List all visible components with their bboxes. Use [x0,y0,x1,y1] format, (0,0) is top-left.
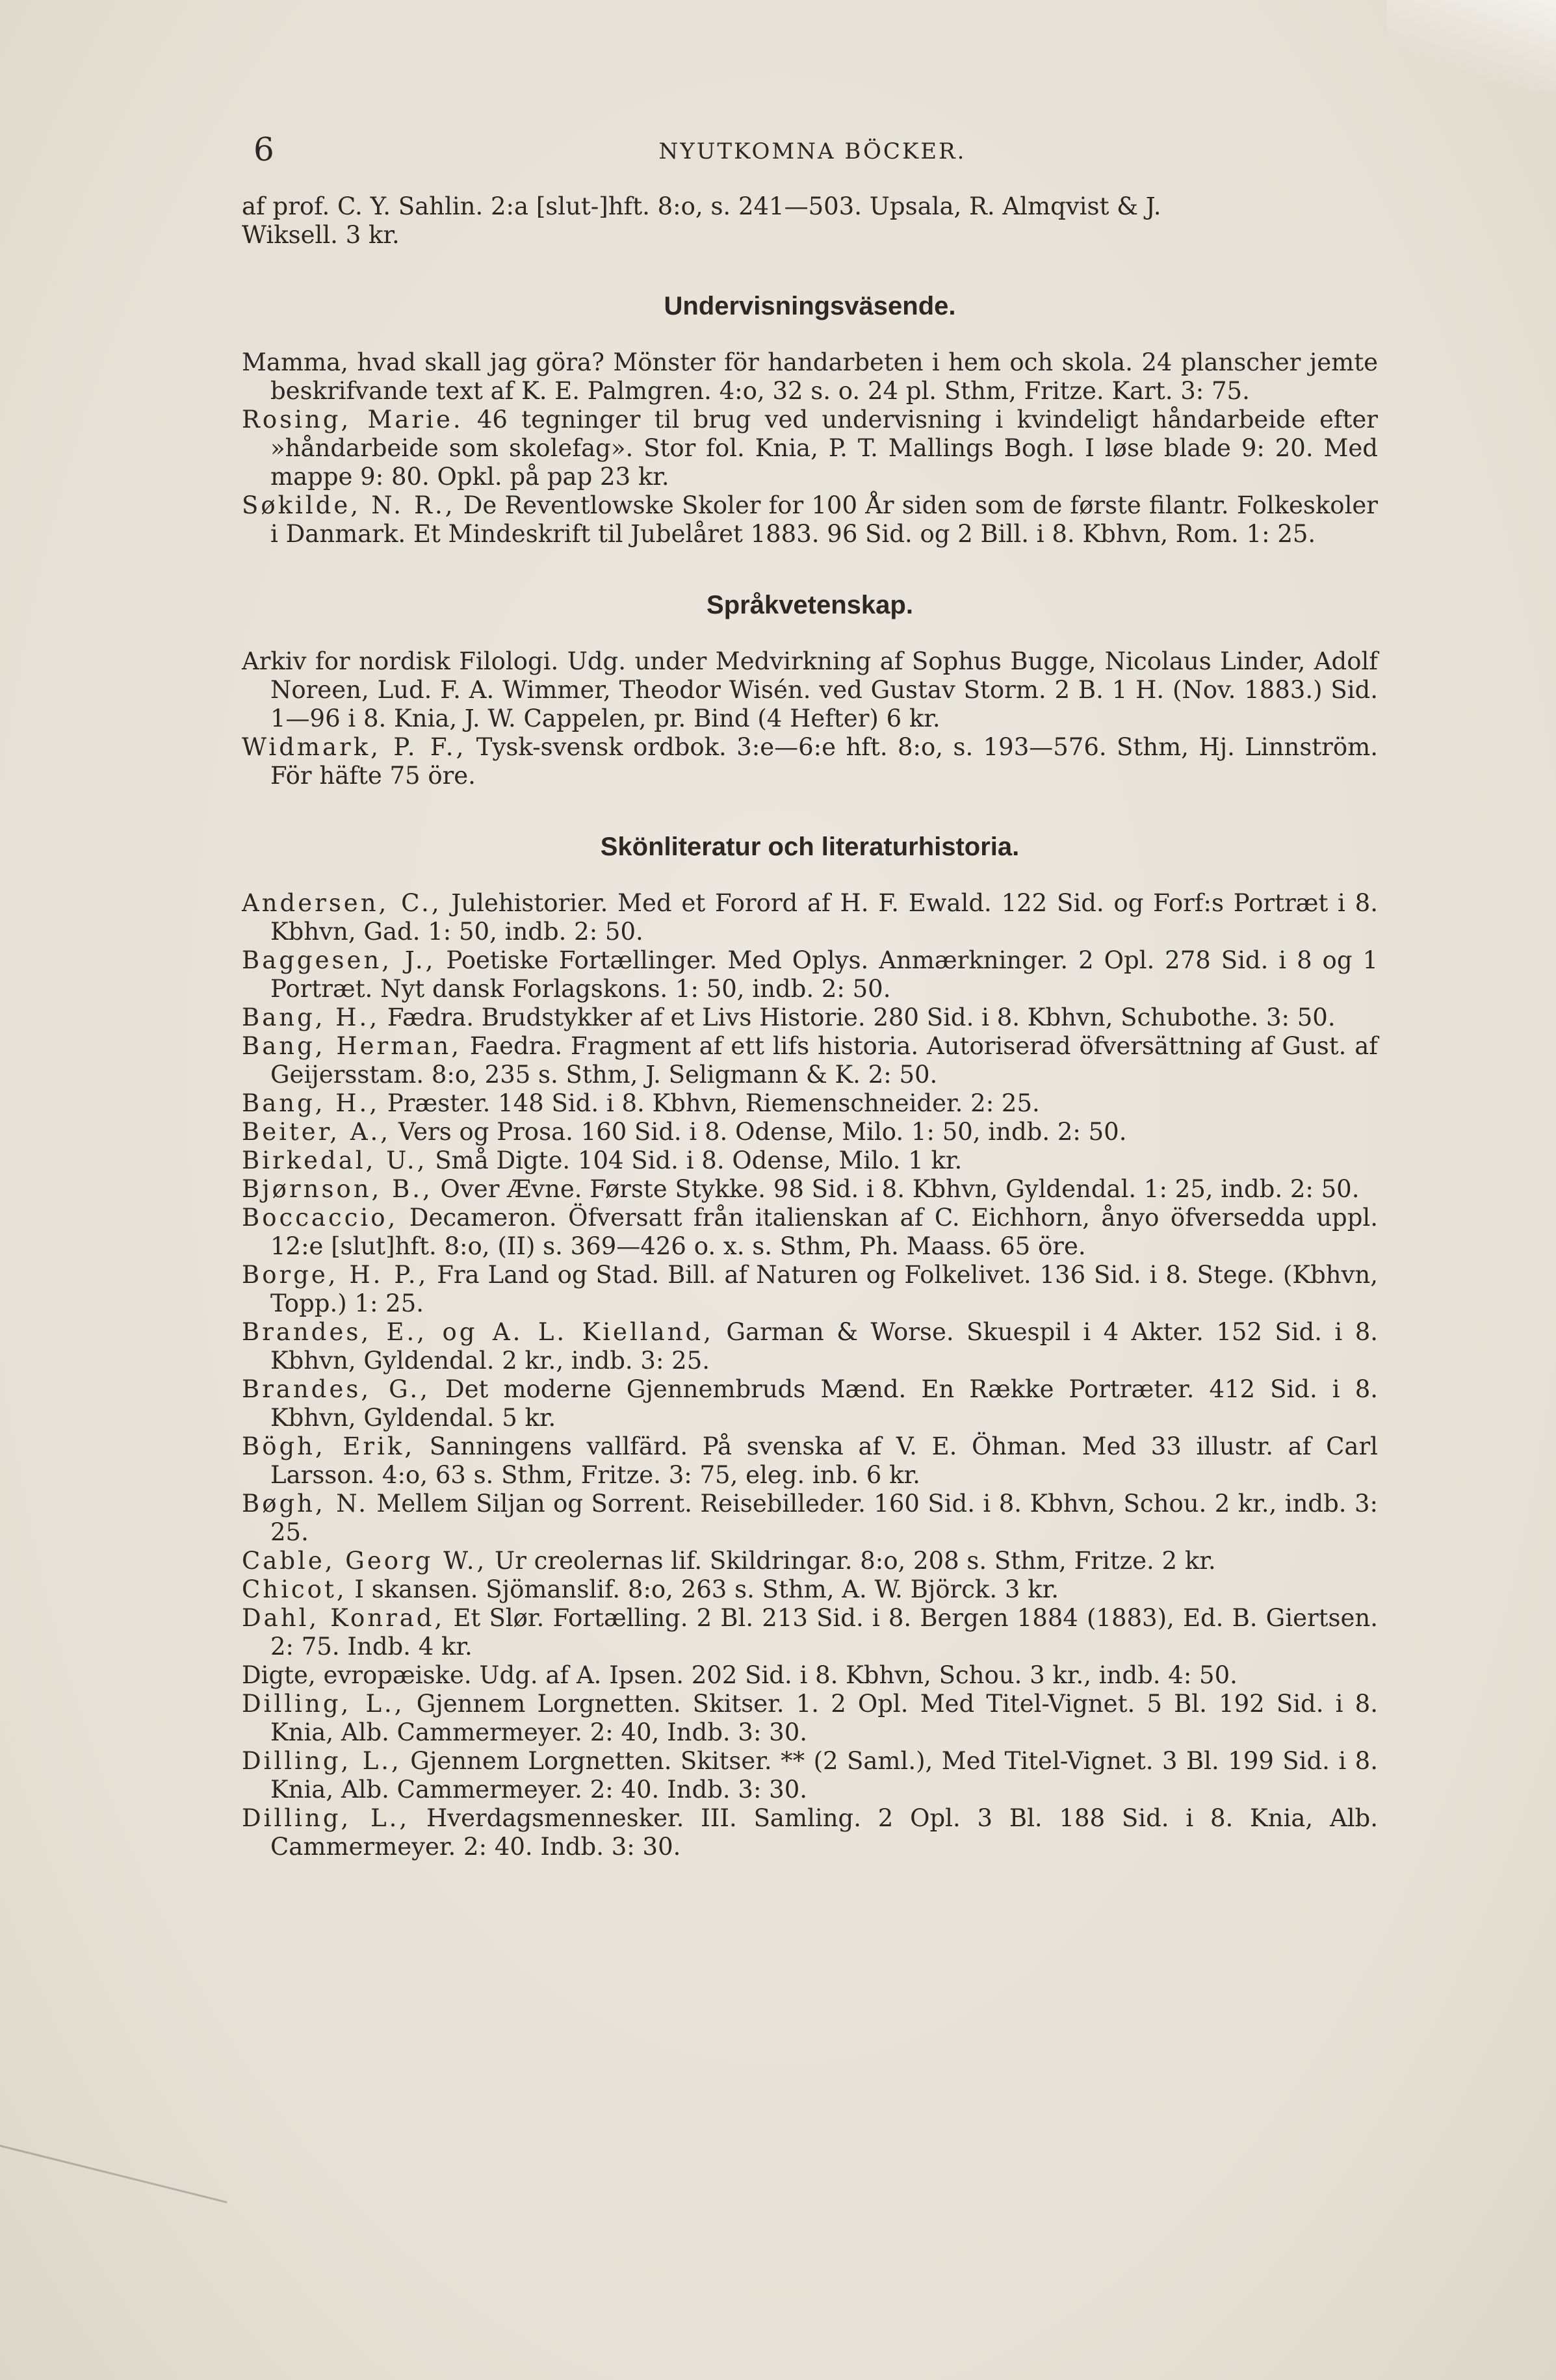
entry-author: Andersen, C., [242,889,442,917]
catalog-entry [242,733,1378,790]
entry-author: Bang, H., [242,1003,380,1031]
entry-text: Sanningens vallfärd. På svenska af V. E. Öhman. Med 33 illustr. af Carl Larsson. 4:o, 63 s. Sthm, Fritze. 3: 75, eleg. inb. 6 kr. [270,1432,1378,1489]
entry-text: Julehistorier. Med et Forord af H. F. Ewald. 122 Sid. og Forf:s Portræt i 8. Kbhvn, Gad. 1: 50, indb. 2: 50. [270,889,1378,946]
catalog-entry [242,647,1378,733]
entry-text: Arkiv for nordisk Filologi. Udg. under Medvirkning af Sophus Bugge, Nicolaus Linder, Adolf Noreen, Lud. F. A. Wimmer, Theodor Wisén. ved Gustav Storm. 2 B. 1 H. (Nov. 1883.) Sid. 1—96 i 8. Knia, J. W. Cappelen, pr. Bind (4 Hefter) 6 kr. [242,647,1378,732]
entry-text: Garman & Worse. Skuespil i 4 Akter. 152 Sid. i 8. Kbhvn, Gyldendal. 2 kr., indb. 3: 25. [270,1318,1378,1375]
entry-text: Poetiske Fortællinger. Med Oplys. Anmærkninger. 2 Opl. 278 Sid. i 8 og 1 Portræt. Nyt dansk Forlagskons. 1: 50, indb. 2: 50. [270,946,1378,1003]
catalog-entry [242,1547,1378,1575]
catalog-entry [242,1175,1378,1204]
entry-author: Brandes, E., og A. L. Kielland, [242,1318,714,1346]
catalog-entry [242,406,1378,491]
entry-text: Præster. 148 Sid. i 8. Kbhvn, Riemenschneider. 2: 25. [380,1089,1040,1117]
entry-text: Fra Land og Stad. Bill. af Naturen og Folkelivet. 136 Sid. i 8. Stege. (Kbhvn, Topp.) 1: 25. [270,1261,1378,1317]
entry-text: De Reventlowske Skoler for 100 År siden som de første filantr. Folkeskoler i Danmark. Et Mindeskrift til Jubelåret 1883. 96 Sid. og 2 Bill. i 8. Kbhvn, Rom. 1: 25. [270,491,1378,548]
catalog-entry [242,1604,1378,1661]
catalog-entry [242,1032,1378,1089]
catalog-entry [242,1661,1378,1690]
entry-author: Birkedal, U., [242,1146,428,1174]
entry-author: Baggesen, J., [242,946,436,974]
entry-author: Dilling, L., [242,1804,410,1832]
entry-text: Gjennem Lorgnetten. Skitser. 1. 2 Opl. Med Titel-Vignet. 5 Bl. 192 Sid. i 8. Knia, Alb. Cammermeyer. 2: 40, Indb. 3: 30. [270,1690,1378,1746]
intro-line-2: Wiksell. 3 kr. [242,221,400,249]
catalog-entry [242,1003,1378,1032]
entry-author: Bang, Herman, [242,1032,461,1060]
sections-container [242,290,1378,1861]
entry-author: Boccaccio, [242,1204,398,1232]
entry-author: Borge, H. P., [242,1261,429,1289]
entry-text: Gjennem Lorgnetten. Skitser. ** (2 Saml.), Med Titel-Vignet. 3 Bl. 199 Sid. i 8. Knia, Alb. Cammermeyer. 2: 40. Indb. 3: 30. [270,1747,1378,1804]
catalog-entry [242,1318,1378,1375]
entry-text: Digte, evropæiske. Udg. af A. Ipsen. 202 Sid. i 8. Kbhvn, Schou. 3 kr., indb. 4: 50. [242,1661,1238,1689]
page-header [253,130,1371,169]
entry-author: Dahl, Konrad, [242,1604,445,1632]
catalog-entry [242,889,1378,946]
page-edge-mark [0,2145,227,2241]
intro-line-1: af prof. C. Y. Sahlin. 2:a [slut-]hft. 8:o, s. 241—503. Upsala, R. Almqvist & J. [242,192,1161,220]
entry-text: Vers og Prosa. 160 Sid. i 8. Odense, Milo. 1: 50, indb. 2: 50. [391,1118,1127,1146]
entry-text: Mellem Siljan og Sorrent. Reisebilleder. 160 Sid. i 8. Kbhvn, Schou. 2 kr., indb. 3: 25. [270,1490,1378,1546]
entry-author: Bögh, Erik, [242,1432,415,1460]
page-number: 6 [253,131,274,168]
entry-author: Søkilde, N. R., [242,491,456,519]
entry-author: Chicot, [242,1575,347,1603]
catalog-entry [242,1490,1378,1547]
entry-author: Bøgh, N. [242,1490,369,1518]
catalog-entry [242,1432,1378,1490]
catalog-entry [242,1747,1378,1804]
entry-text: Tysk-svensk ordbok. 3:e—6:e hft. 8:o, s. 193—576. Sthm, Hj. Linnström. För häfte 75 öre. [270,733,1378,790]
section-heading: Språkvetenskap. [707,591,913,619]
catalog-entry [242,1146,1378,1175]
entry-text: Ur creolernas lif. Skildringar. 8:o, 208 s. Sthm, Fritze. 2 kr. [487,1547,1216,1575]
entry-text: Et Slør. Fortælling. 2 Bl. 213 Sid. i 8. Bergen 1884 (1883), Ed. B. Giertsen. 2: 75. Indb. 4 kr. [270,1604,1379,1661]
catalog-entry [242,946,1378,1003]
section-heading: Skönliteratur och literaturhistoria. [600,833,1020,861]
entry-author: Widmark, P. F., [242,733,467,761]
entry-text: Små Digte. 104 Sid. i 8. Odense, Milo. 1 kr. [427,1146,963,1174]
catalog-entry [242,348,1378,406]
entry-text: Over Ævne. Første Stykke. 98 Sid. i 8. Kbhvn, Gyldendal. 1: 25, indb. 2: 50. [432,1175,1360,1203]
catalog-content [242,192,1378,1861]
entry-text: Faedra. Fragment af ett lifs historia. Autoriserad öfversättning af Gust. af Geijersstam. 8:o, 235 s. Sthm, J. Seligmann & K. 2: 50. [270,1032,1378,1089]
running-title: NYUTKOMNA BÖCKER. [658,138,966,164]
entry-author: Dilling, L., [242,1690,405,1718]
intro-entry [242,192,1378,250]
catalog-entry [242,1089,1378,1118]
entry-author: Bjørnson, B., [242,1175,433,1203]
section-heading: Undervisningsväsende. [664,292,956,320]
catalog-entry [242,1204,1378,1261]
entry-author: Brandes, G., [242,1375,430,1403]
entry-text: 46 tegninger til brug ved undervisning i kvindeligt håndarbeide efter »håndarbeide som skolefag». Stor fol. Knia, P. T. Mallings Bogh. I løse blade 9: 20. Med mappe 9: 80. Opkl. på pap 23 kr. [270,406,1378,491]
catalog-entry [242,1118,1378,1146]
catalog-entry [242,1575,1378,1604]
catalog-entry [242,1690,1378,1747]
catalog-entry [242,1804,1378,1861]
entry-author: Beiter, A., [242,1118,391,1146]
entry-text: Det moderne Gjennembruds Mænd. En Række Portræter. 412 Sid. i 8. Kbhvn, Gyldendal. 5 kr. [270,1375,1378,1432]
page-corner-curl [1387,0,1556,91]
entry-text: I skansen. Sjömanslif. 8:o, 263 s. Sthm, A. W. Björck. 3 kr. [346,1575,1059,1603]
entry-author: Cable, Georg W., [242,1547,487,1575]
catalog-entry [242,491,1378,549]
catalog-entry [242,1261,1378,1318]
entry-author: Rosing, Marie. [242,406,463,433]
entry-author: Dilling, L., [242,1747,402,1775]
entry-text: Decameron. Öfversatt från italienskan af C. Eichhorn, ånyo öfversedda uppl. 12:e [slut]hft. 8:o, (II) s. 369—426 o. x. s. Sthm, Ph. Maass. 65 öre. [270,1204,1378,1260]
entry-text: Hverdagsmennesker. III. Samling. 2 Opl. 3 Bl. 188 Sid. i 8. Knia, Alb. Cammermeyer. 2: 40. Indb. 3: 30. [270,1804,1378,1861]
catalog-entry [242,1375,1378,1432]
entry-text: Fædra. Brudstykker af et Livs Historie. 280 Sid. i 8. Kbhvn, Schubothe. 3: 50. [380,1003,1336,1031]
entry-text: Mamma, hvad skall jag göra? Mönster för handarbeten i hem och skola. 24 planscher jemte beskrifvande text af K. E. Palmgren. 4:o, 32 s. o. 24 pl. Sthm, Fritze. Kart. 3: 75. [242,348,1378,405]
entry-author: Bang, H., [242,1089,380,1117]
